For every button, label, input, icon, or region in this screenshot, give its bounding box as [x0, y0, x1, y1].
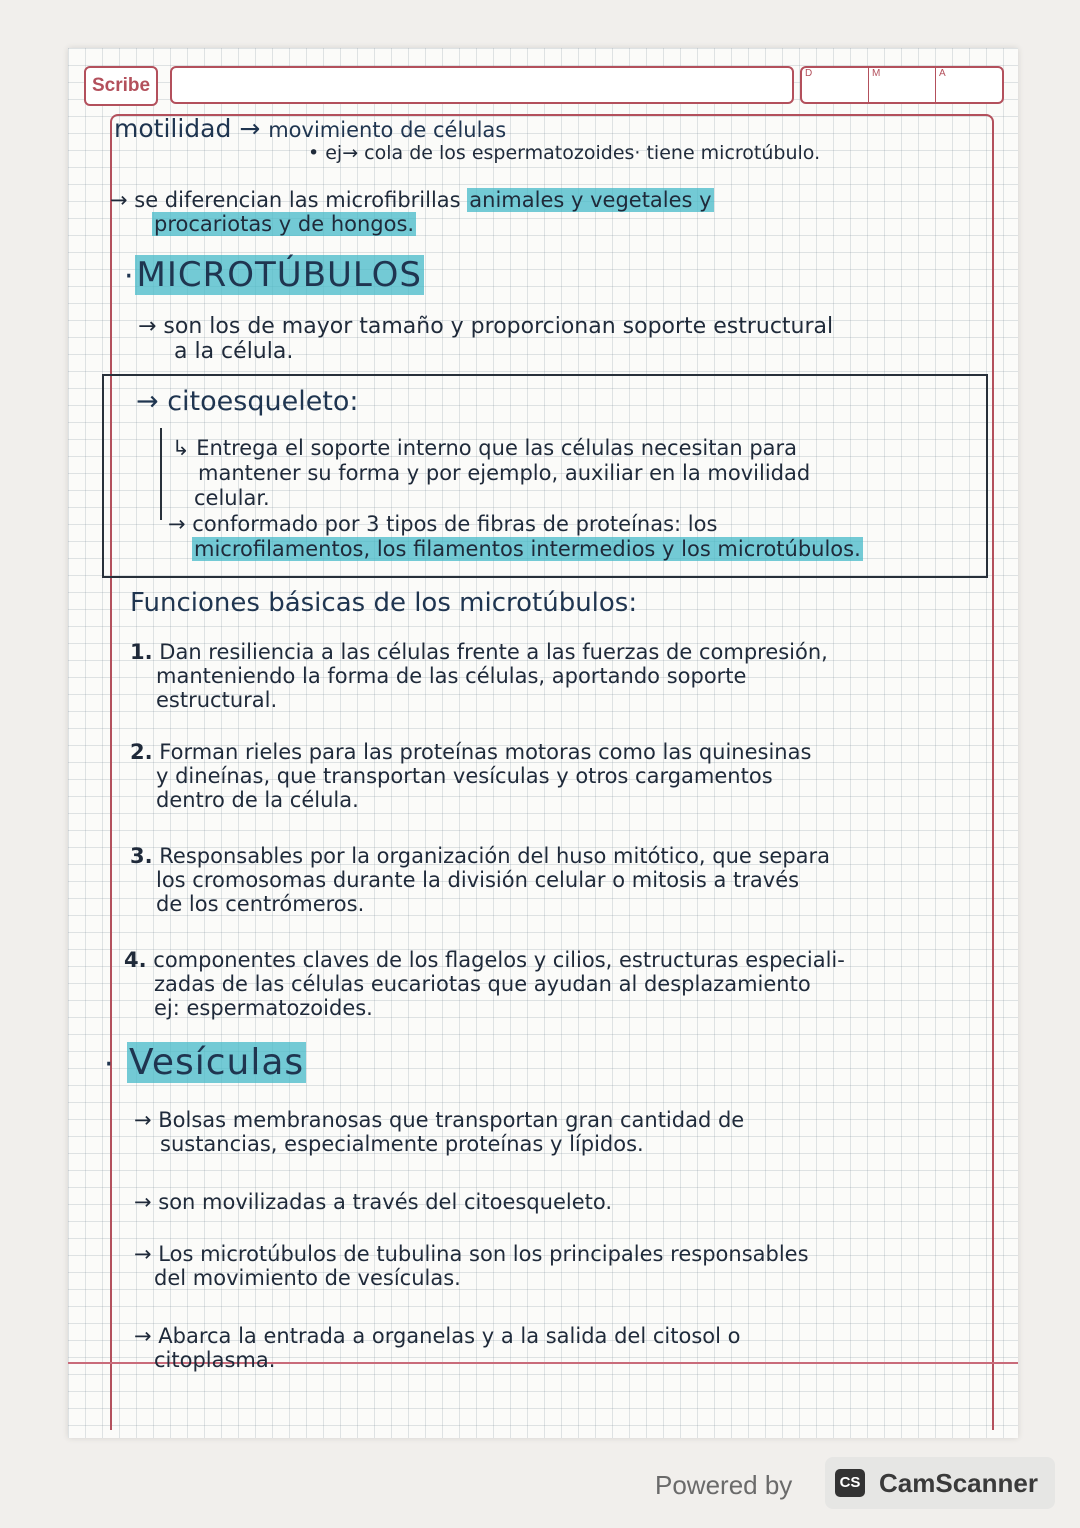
camscanner-logo-icon: CS	[835, 1469, 865, 1497]
microtubulos-line-1: → son los de mayor tamaño y proporcionan soporte estructural	[138, 314, 834, 339]
funciones-item-2	[130, 740, 811, 812]
diferencian-text: → se diferencian las microfibrillas	[110, 188, 468, 212]
funciones-item-1-number: 1.	[130, 640, 153, 664]
arrow-icon: →	[239, 114, 261, 143]
citoesqueleto-p1-line-2: mantener su forma y por ejemplo, auxiliar en la movilidad	[198, 461, 811, 485]
brand-logo: Scribe	[84, 66, 158, 106]
citoesqueleto-p1-line-1: ↳ Entrega el soporte interno que las células necesitan para	[172, 436, 798, 460]
diferencian-highlight-2: procariotas y de hongos.	[154, 212, 415, 236]
notebook-page	[68, 48, 1018, 1438]
microtubulos-description	[138, 314, 833, 364]
funciones-item-3-line-1: Responsables por la organización del huso mitótico, que separa	[159, 844, 831, 868]
vesiculas-item-3-line-2: del movimiento de vesículas.	[154, 1266, 461, 1290]
motilidad-term: motilidad	[114, 114, 232, 143]
funciones-item-1-line-3: estructural.	[156, 688, 278, 712]
camscanner-watermark	[655, 1465, 1055, 1511]
funciones-item-2-line-1: Forman rieles para las proteínas motoras como las quinesinas	[159, 740, 812, 764]
vesiculas-item-4	[134, 1324, 740, 1372]
date-field	[800, 66, 1004, 104]
vesiculas-item-2	[134, 1190, 612, 1214]
funciones-item-2-line-2: y dineínas, que transportan vesículas y otros cargamentos	[156, 764, 773, 788]
vesiculas-item-3-line-1: → Los microtúbulos de tubulina son los principales responsables	[134, 1242, 809, 1266]
vesiculas-item-2-line-1: → son movilizadas a través del citoesqueleto.	[134, 1190, 613, 1214]
bracket-line-icon	[160, 428, 162, 520]
page-header	[84, 66, 1004, 106]
funciones-item-4-number: 4.	[124, 948, 147, 972]
vesiculas-item-4-line-1: → Abarca la entrada a organelas y a la salida del citosol o	[134, 1324, 741, 1348]
motilidad-definition: movimiento de células	[268, 118, 507, 142]
funciones-item-2-line-3: dentro de la célula.	[156, 788, 359, 812]
funciones-item-3	[130, 844, 830, 916]
citoesqueleto-highlight: microfilamentos, los filamentos intermedios y los microtúbulos.	[194, 537, 861, 561]
powered-by-text: Powered by	[655, 1470, 793, 1500]
funciones-item-3-number: 3.	[130, 844, 153, 868]
funciones-item-1-line-2: manteniendo la forma de las células, aportando soporte	[156, 664, 747, 688]
funciones-title: Funciones básicas de los microtúbulos:	[130, 588, 638, 618]
funciones-item-4	[124, 948, 845, 1020]
citoesqueleto-title: → citoesqueleto:	[136, 386, 359, 417]
funciones-item-3-line-3: de los centrómeros.	[156, 892, 365, 916]
citoesqueleto-p1-line-3: celular.	[194, 486, 270, 510]
date-month-label: M	[868, 68, 880, 102]
funciones-item-2-number: 2.	[130, 740, 153, 764]
funciones-item-1	[130, 640, 828, 712]
funciones-item-4-line-1: componentes claves de los flagelos y cilios, estructuras especiali-	[153, 948, 845, 972]
motilidad-example: • ej→ cola de los espermatozoides· tiene microtúbulo.	[308, 142, 821, 164]
diferencian-line-2	[110, 212, 714, 236]
microtubulos-title-text: MICROTÚBULOS	[136, 255, 422, 295]
title-field	[170, 66, 794, 104]
vesiculas-item-4-line-2: citoplasma.	[154, 1348, 276, 1372]
date-year-label: A	[935, 68, 946, 102]
citoesqueleto-p2-line-1: → conformado por 3 tipos de fibras de proteínas: los	[168, 512, 718, 536]
camscanner-name: CamScanner	[879, 1468, 1038, 1498]
citoesqueleto-paragraph-1	[172, 436, 810, 511]
microtubulos-line-2: a la célula.	[174, 339, 294, 364]
funciones-item-1-line-1: Dan resiliencia a las células frente a las fuerzas de compresión,	[159, 640, 828, 664]
diferencian-line-1	[110, 188, 714, 212]
vesiculas-title: · Vesículas	[104, 1042, 305, 1083]
vesiculas-item-1-line-2: sustancias, especialmente proteínas y lípidos.	[160, 1132, 644, 1156]
vesiculas-item-1-line-1: → Bolsas membranosas que transportan gran cantidad de	[134, 1108, 745, 1132]
vesiculas-title-text: Vesículas	[129, 1042, 305, 1083]
vesiculas-item-3	[134, 1242, 809, 1290]
vesiculas-item-1	[134, 1108, 744, 1156]
funciones-item-4-line-3: ej: espermatozoides.	[154, 996, 373, 1020]
citoesqueleto-paragraph-2	[168, 512, 863, 562]
microtubulos-title: ·MICROTÚBULOS	[124, 255, 422, 295]
diferencian-paragraph	[110, 188, 714, 236]
diferencian-highlight-1: animales y vegetales y	[469, 188, 712, 212]
funciones-item-3-line-2: los cromosomas durante la división celular o mitosis a través	[156, 868, 800, 892]
motilidad-heading	[114, 114, 506, 143]
camscanner-badge	[825, 1457, 1055, 1509]
funciones-item-4-line-2: zadas de las células eucariotas que ayudan al desplazamiento	[154, 972, 811, 996]
date-day-label: D	[805, 68, 813, 79]
